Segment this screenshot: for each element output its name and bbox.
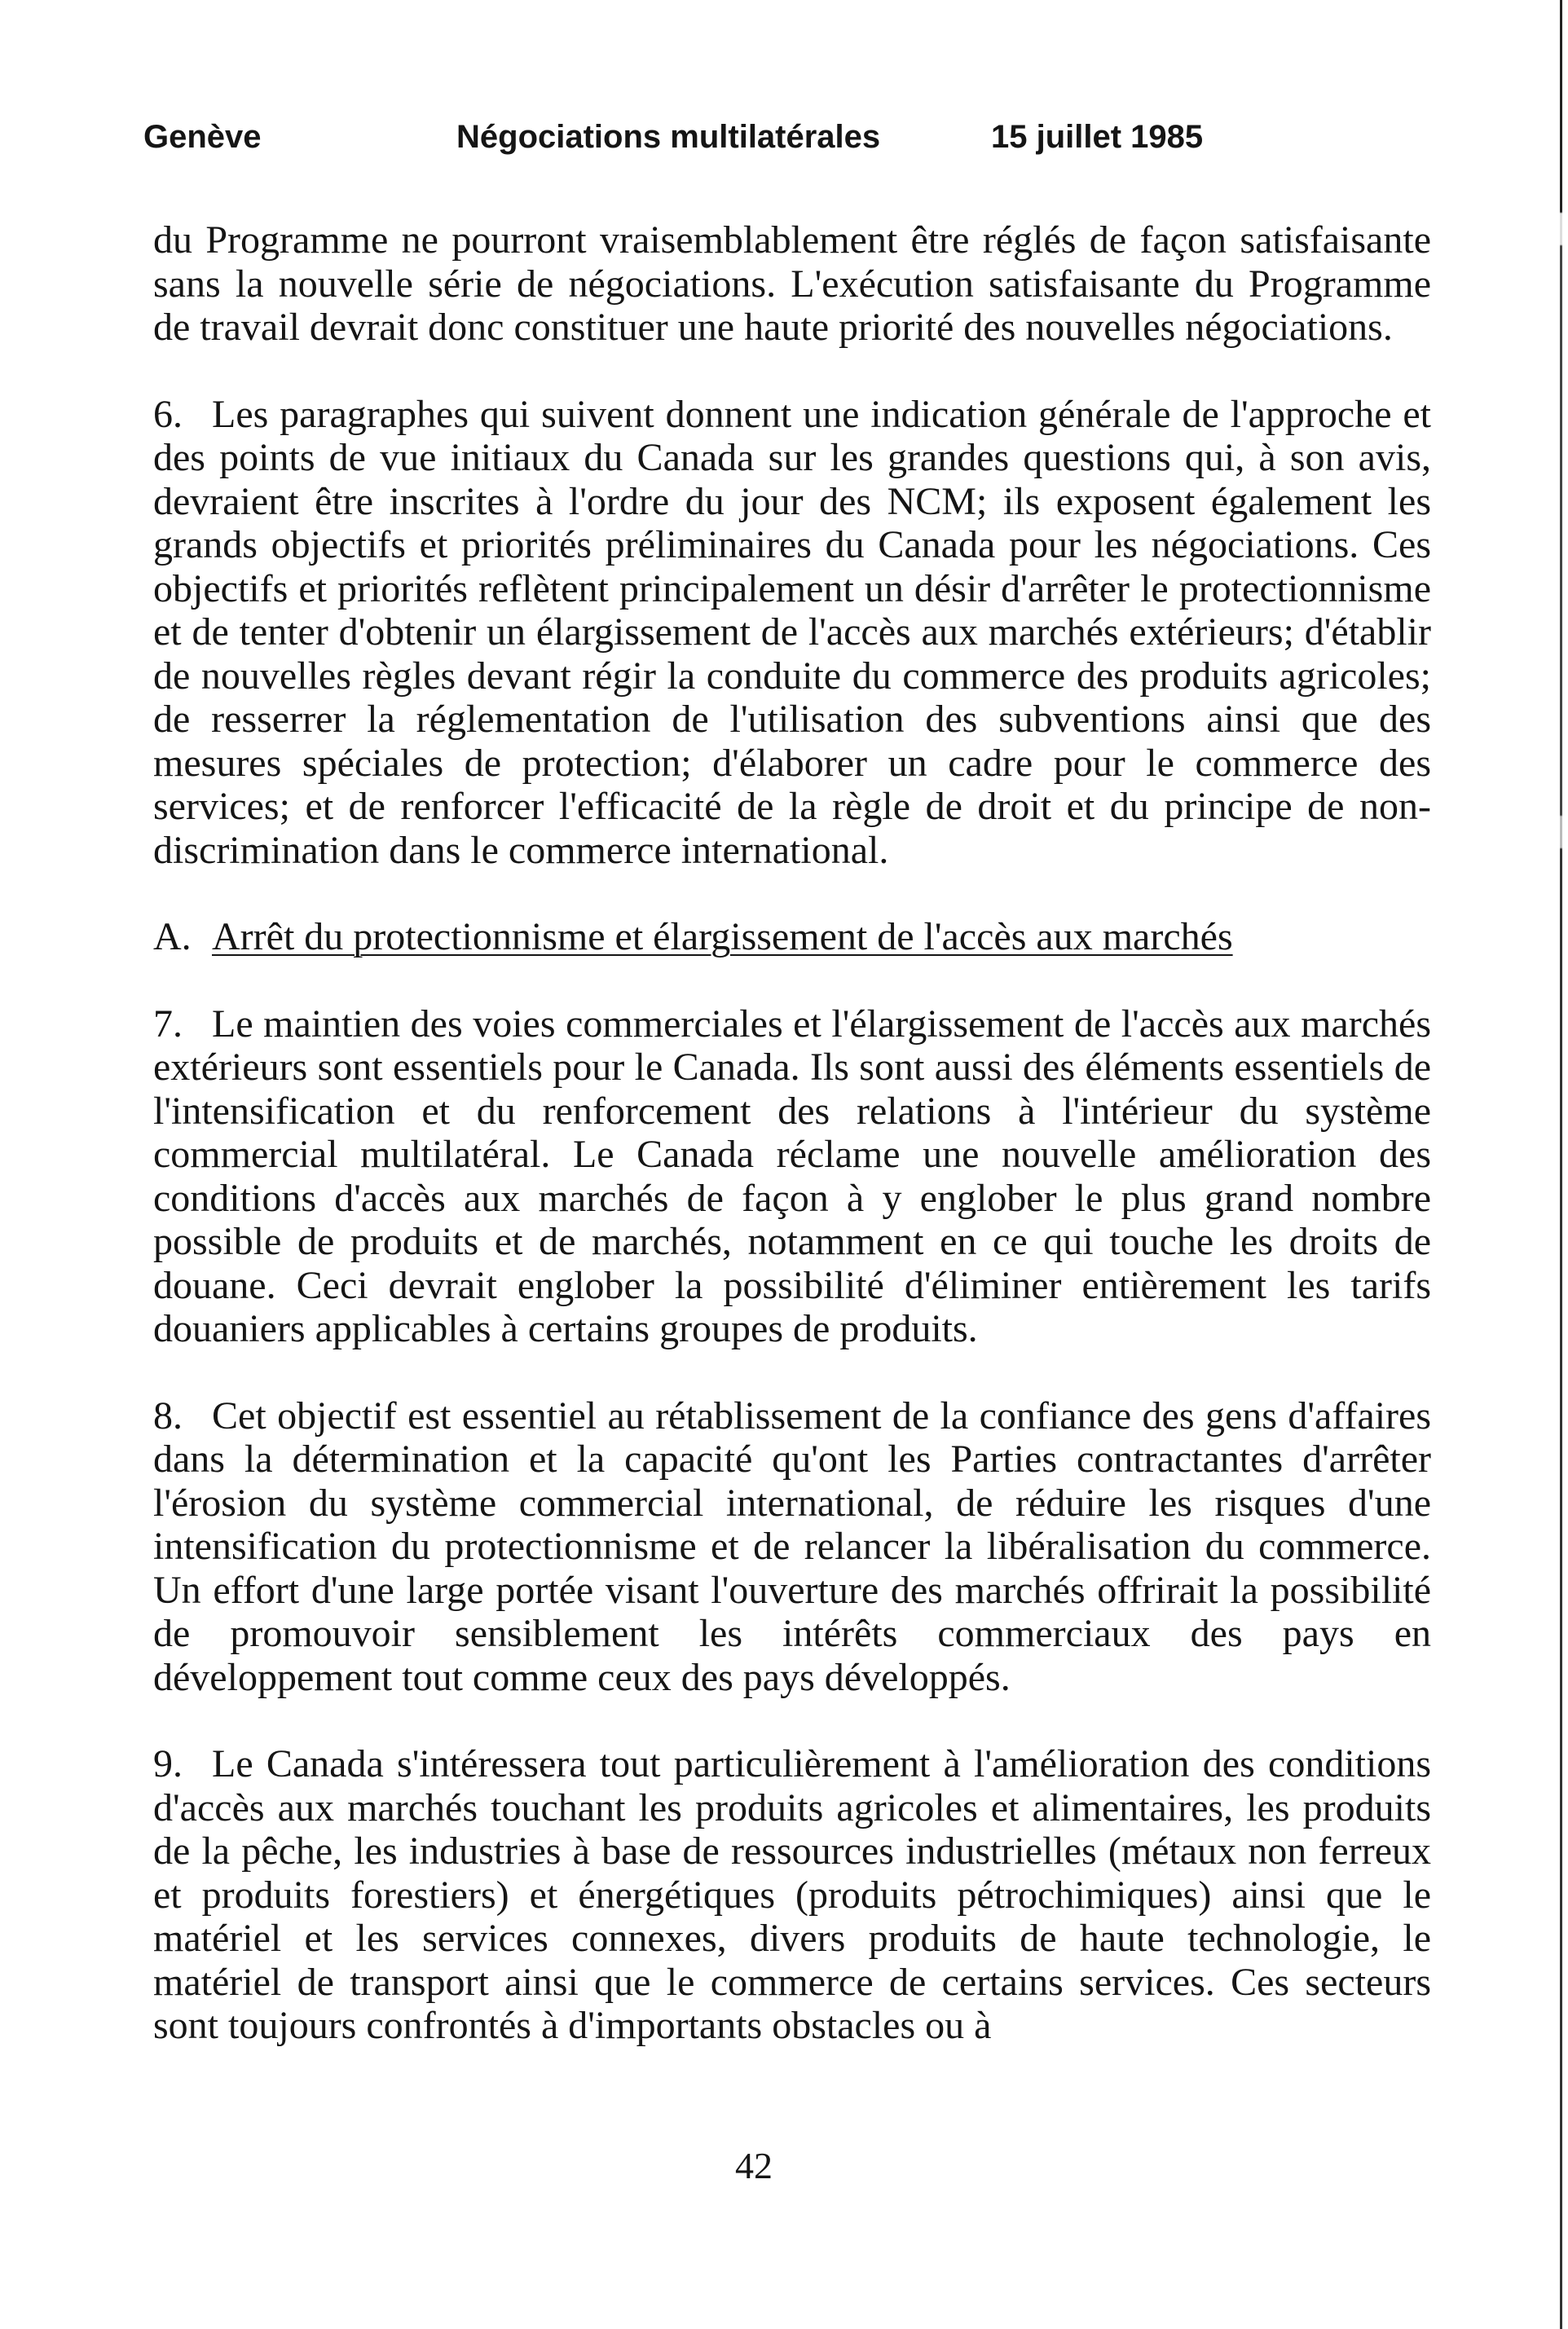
paragraph-9: [153, 1742, 1431, 2048]
section-title: Arrêt du protectionnisme et élargissement de l'accès aux marchés: [212, 915, 1233, 958]
paragraph-6: [153, 393, 1431, 873]
paragraph-text: Les paragraphes qui suivent donnent une indication générale de l'approche et des points de vue initiaux du Canada sur les grandes questions qui, à son avis, devraient être inscrites à l'ordre du jour des NCM; ils exposent également les grands objectifs et priorités préliminaires du Canada pour les négociations. Ces objectifs et priorités reflètent principalement un désir d'arrêter le protectionnisme et de tenter d'obtenir un élargissement de l'accès aux marchés extérieurs; d'établir de nouvelles règles devant régir la conduite du commerce des produits agricoles; de resserrer la réglementation de l'utilisation des subventions ainsi que des mesures spéciales de protection; d'élaborer un cadre pour le commerce des services; et de renforcer l'efficacité de la règle de droit et du principe de non-discrimination dans le commerce international.: [153, 392, 1431, 872]
document-body: [153, 218, 1431, 2091]
paragraph-text: Le maintien des voies commerciales et l'élargissement de l'accès aux marchés extérieurs sont essentiels pour le Canada. Ils sont aussi des éléments essentiels de l'intensification et du renforcement des relations à l'intérieur du système commercial multilatéral. Le Canada réclame une nouvelle amélioration des conditions d'accès aux marchés de façon à y englober le plus grand nombre possible de produits et de marchés, notamment en ce qui touche les droits de douane. Ceci devrait englober la possibilité d'éliminer entièrement les tarifs douaniers applicables à certains groupes de produits.: [153, 1002, 1431, 1350]
paragraph-8: [153, 1394, 1431, 1700]
section-letter: A.: [153, 915, 192, 958]
paragraph-text: Cet objectif est essentiel au rétablissement de la confiance des gens d'affaires dans la détermination et la capacité qu'ont les Parties contractantes d'arrêter l'érosion du système commercial international, de réduire les risques d'une intensification du protectionnisme et de relancer la libéralisation du commerce. Un effort d'une large portée visant l'ouverture des marchés offrirait la possibilité de promouvoir sensiblement les intérêts commerciaux des pays en développement tout comme ceux des pays développés.: [153, 1393, 1431, 1699]
paragraph-text: Le Canada s'intéressera tout particulièrement à l'amélioration des conditions d'accès aux marchés touchant les produits agricoles et alimentaires, les produits de la pêche, les industries à base de ressources industrielles (métaux non ferreux et produits forestiers) et énergétiques (produits pétrochimiques) ainsi que le matériel et les services connexes, divers produits de haute technologie, le matériel de transport ainsi que le commerce de certains services. Ces secteurs sont toujours confrontés à d'importants obstacles ou à: [153, 1742, 1431, 2047]
paragraph-number: 8.: [153, 1393, 183, 1437]
paragraph-7: [153, 1002, 1431, 1351]
paragraph-text: du Programme ne pourront vraisemblablement être réglés de façon satisfaisante sans la nouvelle série de négociations. L'exécution satisfaisante du Programme de travail devrait donc constituer une haute priorité des nouvelles négociations.: [153, 218, 1431, 349]
scan-edge-line: [1560, 0, 1562, 2329]
paragraph-number: 7.: [153, 1002, 183, 1046]
paragraph-continuation: [153, 218, 1431, 350]
page-header: [0, 112, 1568, 161]
page-number: 42: [735, 2145, 773, 2186]
section-heading-a: [153, 915, 1431, 959]
paragraph-number: 9.: [153, 1742, 183, 1785]
header-place: Genève: [143, 119, 262, 155]
header-date: 15 juillet 1985: [991, 119, 1204, 155]
paragraph-number: 6.: [153, 392, 183, 436]
header-title: Négociations multilatérales: [456, 119, 881, 155]
